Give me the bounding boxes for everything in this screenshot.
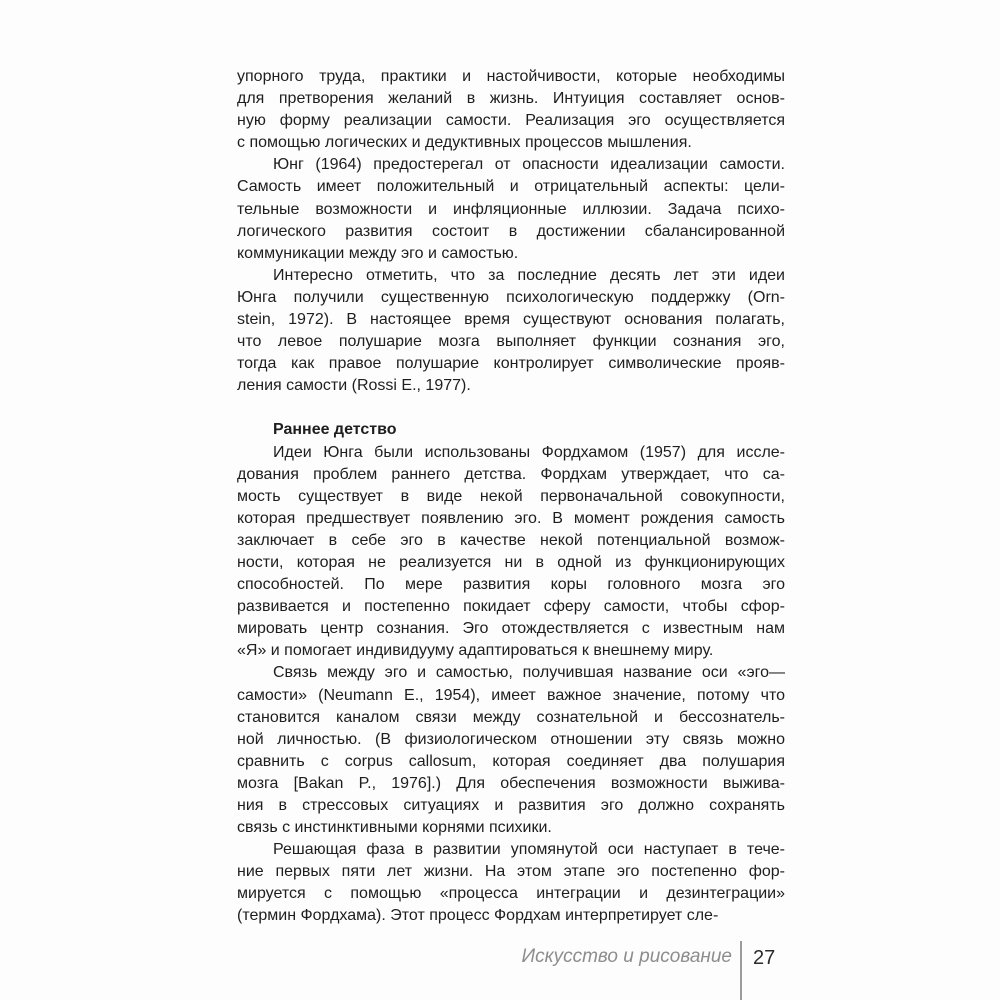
text-line: мировать центр сознания. Эго отождествляется с известным нам [237,620,785,638]
text-line: Связь между эго и самостью, получившая название оси «эго— [273,664,785,682]
text-line: самости» (Neumann E., 1954), имеет важное значение, потому что [237,686,785,704]
text-line: Решающая фаза в развитии упомянутой оси наступает в тече- [273,841,785,859]
text-line: «Я» и помогает индивидууму адаптироваться к внешнему миру. [237,642,714,660]
text-line: мость существует в виде некой первоначальной совокупности, [237,487,785,505]
text-line: Самость имеет положительный и отрицательный аспекты: цели- [237,178,785,196]
text-line: сравнить с corpus callosum, которая соединяет два полушария [237,752,785,770]
paragraph [237,154,785,264]
text-line: развивается и постепенно покидает сферу самости, чтобы сфор- [237,598,785,616]
footer-divider [740,941,742,1000]
text-line: заключает в себе эго в качестве некой потенциальной возмож- [237,531,785,549]
text-line: дования проблем раннего детства. Фордхам утверждает, что са- [237,465,785,483]
text-line: ной личностью. (В физиологическом отношении эту связь можно [237,730,785,748]
text-line: ления самости (Rossi E., 1977). [237,377,471,395]
text-line: ния в стрессовых ситуациях и развития эго должно сохранять [237,797,785,814]
paragraph [237,265,785,398]
text-line: с помощью логических и дедуктивных процессов мышления. [237,134,692,152]
paragraph [237,839,785,927]
text-line: связь с инстинктивными корнями психики. [237,819,552,837]
text-line: Юнг (1964) предостерегал от опасности идеализации самости. [273,156,785,174]
text-line: ности, которая не реализуется ни в одной из функционирующих [237,553,785,571]
text-line: логического развития состоит в достижении сбалансированной [237,222,785,240]
text-line: ние первых пяти лет жизни. На этом этапе эго постепенно фор- [237,863,785,881]
paragraph [237,442,785,663]
text-line: которая предшествует появлению эго. В момент рождения самость [237,509,785,527]
text-line: Юнга получили существенную психологическую поддержку (Orn- [237,288,785,306]
text-line: мозга [Bakan P., 1976].) Для обеспечения возможности выжива- [237,774,785,792]
text-line: тельные возможности и инфляционные иллюзии. Задача психо- [237,200,785,218]
heading-line: Раннее детство [273,421,397,439]
text-line: Идеи Юнга были использованы Фордхамом (1957) для иссле- [273,443,785,461]
running-title: Искусство и рисование [521,946,732,967]
page-number: 27 [753,947,776,969]
text-line: (термин Фордхама). Этот процесс Фордхам интерпретирует сле- [237,907,719,925]
text-line: для претворения желаний в жизнь. Интуиция составляет основ- [237,90,785,108]
text-line: stein, 1972). В настоящее время существуют основания полагать, [237,311,785,329]
text-line: ную форму реализации самости. Реализация эго осуществляется [237,112,785,130]
text-line: становится каналом связи между сознательной и бессознатель- [237,708,785,726]
text-line: Интересно отметить, что за последние десять лет эти идеи [273,266,785,284]
text-line: упорного труда, практики и настойчивости, которые необходимы [237,68,785,85]
text-line: что левое полушарие мозга выполняет функции сознания эго, [237,333,785,351]
page-text-block [237,66,785,928]
text-line: коммуникации между эго и самостью. [237,244,519,262]
section-heading [237,419,785,441]
paragraph [237,66,785,154]
text-line: способностей. По мере развития коры головного мозга эго [237,576,785,594]
paragraph [237,662,785,839]
text-line: тогда как правое полушарие контролирует символические прояв- [237,355,785,373]
text-line: мируется с помощью «процесса интеграции и дезинтеграции» [237,885,785,903]
